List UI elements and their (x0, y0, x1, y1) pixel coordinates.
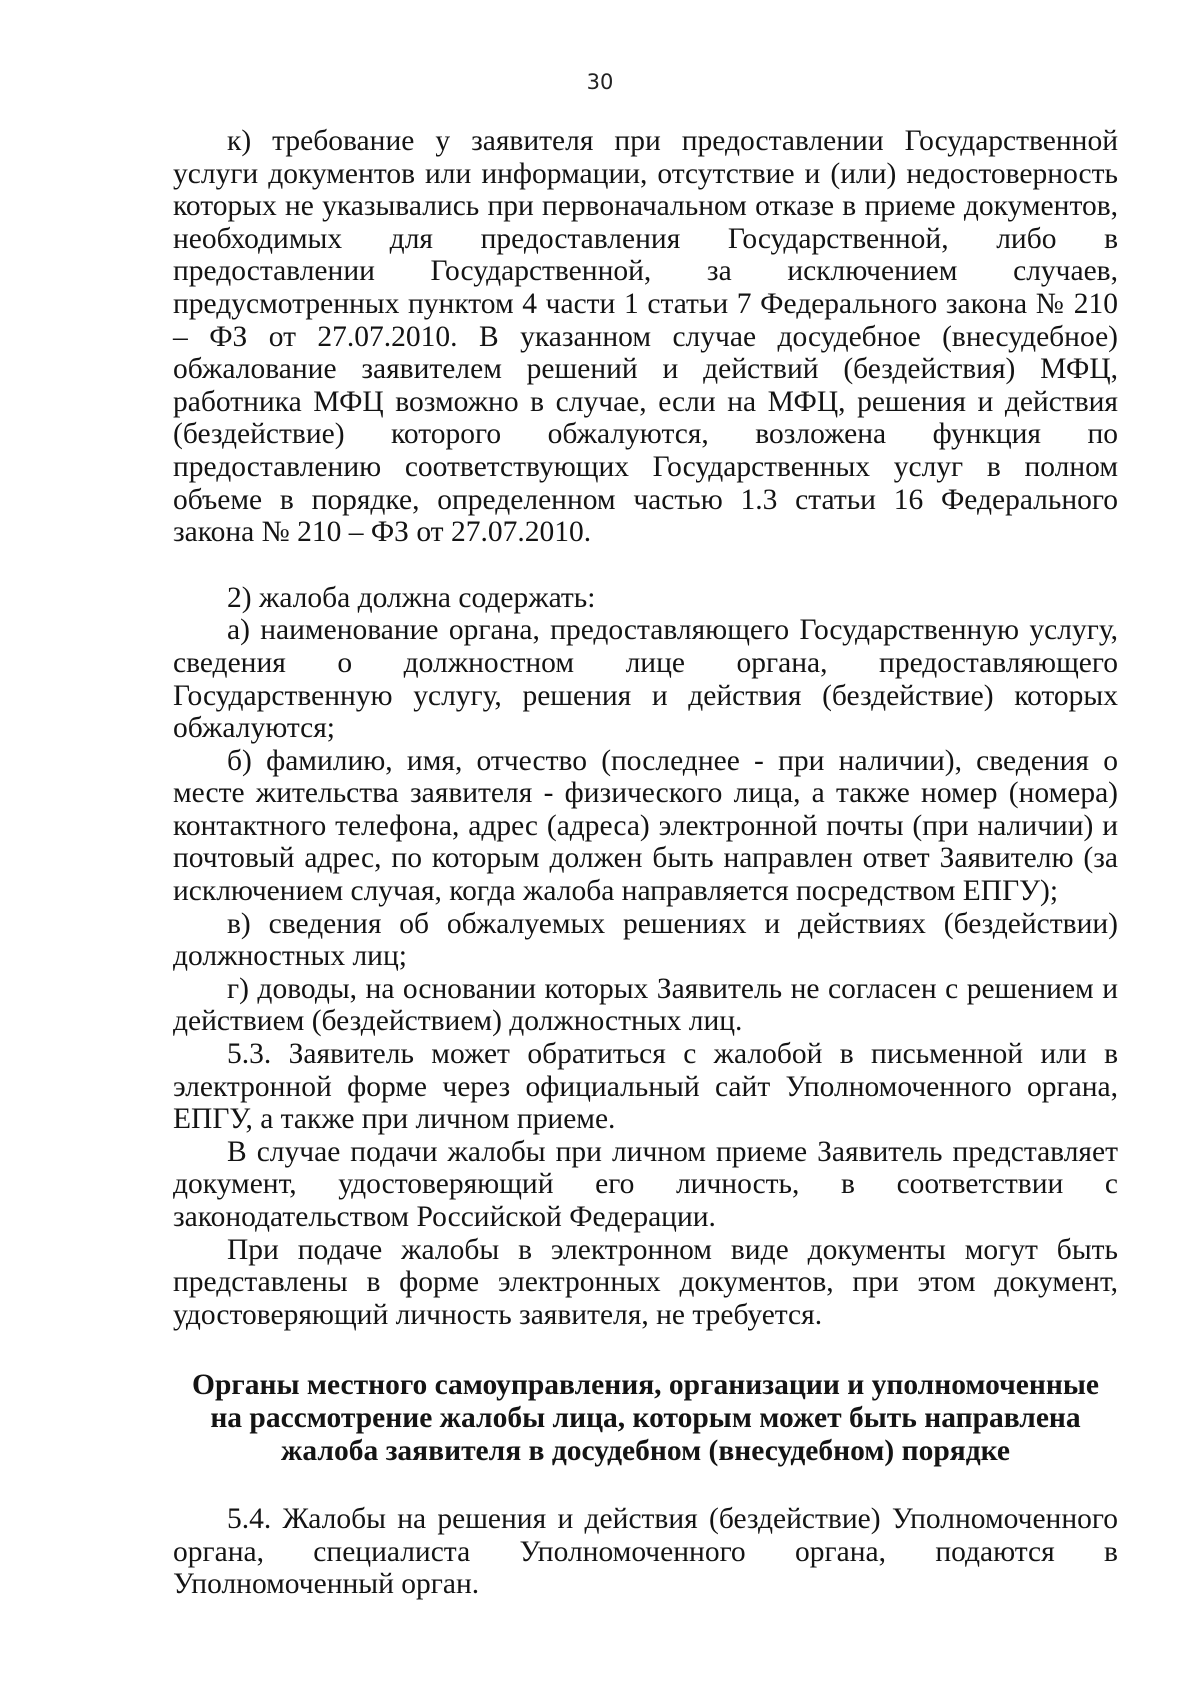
section-heading-line: на рассмотрение жалобы лица, которым может быть направлена (210, 1401, 1081, 1434)
paragraph-a: а) наименование органа, предоставляющего Государственную услугу, сведения о должностном лице органа, предоставляющего Государственную услугу, решения и действия (бездействие) которых обжалуются; (173, 614, 1118, 745)
document-body (173, 125, 1118, 1601)
page-number: 30 (586, 70, 614, 94)
section-heading-line: жалоба заявителя в досудебном (внесудебном) порядке (281, 1434, 1010, 1467)
paragraph-electronic-submission: При подаче жалобы в электронном виде документы могут быть представлены в форме электронных документов, при этом документ, удостоверяющий личность заявителя, не требуется. (173, 1233, 1118, 1331)
paragraph-personal-reception: В случае подачи жалобы при личном приеме Заявитель представляет документ, удостоверяющий его личность, в соответствии с законодательством Российской Федерации. (173, 1135, 1118, 1233)
section-heading (173, 1369, 1118, 1467)
paragraph-complaint-contents: 2) жалоба должна содержать: (227, 581, 596, 614)
paragraph-v: в) сведения об обжалуемых решениях и действиях (бездействии) должностных лиц; (173, 907, 1118, 973)
paragraph-5-3: 5.3. Заявитель может обратиться с жалобой в письменной или в электронной форме через официальный сайт Уполномоченного органа, ЕПГУ, а также при личном приеме. (173, 1038, 1118, 1136)
section-heading-line: Органы местного самоуправления, организации и уполномоченные (192, 1369, 1099, 1402)
paragraph-b: б) фамилию, имя, отчество (последнее - при наличии), сведения о месте жительства заявителя - физического лица, а также номер (номера) контактного телефона, адрес (адреса) электронной почты (при наличии) и почтовый адрес, по которым должен быть направлен ответ Заявителю (за исключением случая, когда жалоба направляется посредством ЕПГУ); (173, 744, 1118, 908)
paragraph-g: г) доводы, на основании которых Заявитель не согласен с решением и действием (бездействием) должностных лиц. (173, 972, 1118, 1038)
paragraph-5-4: 5.4. Жалобы на решения и действия (бездействие) Уполномоченного органа, специалиста Уполномоченного органа, подаются в Уполномоченный орган. (173, 1503, 1118, 1601)
paragraph-k: к) требование у заявителя при предоставлении Государственной услуги документов или информации, отсутствие и (или) недостоверность которых не указывались при первоначальном отказе в приеме документов, необходимых для предоставления Государственной, либо в предоставлении Государственной, за исключением случаев, предусмотренных пунктом 4 части 1 статьи 7 Федерального закона № 210 – ФЗ от 27.07.2010. В указанном случае досудебное (внесудебное) обжалование заявителем решений и действий (бездействия) МФЦ, работника МФЦ возможно в случае, если на МФЦ, решения и действия (бездействие) которого обжалуются, возложена функция по предоставлению соответствующих Государственных услуг в полном объеме в порядке, определенном частью 1.3 статьи 16 Федерального закона № 210 – ФЗ от 27.07.2010. (173, 125, 1118, 549)
